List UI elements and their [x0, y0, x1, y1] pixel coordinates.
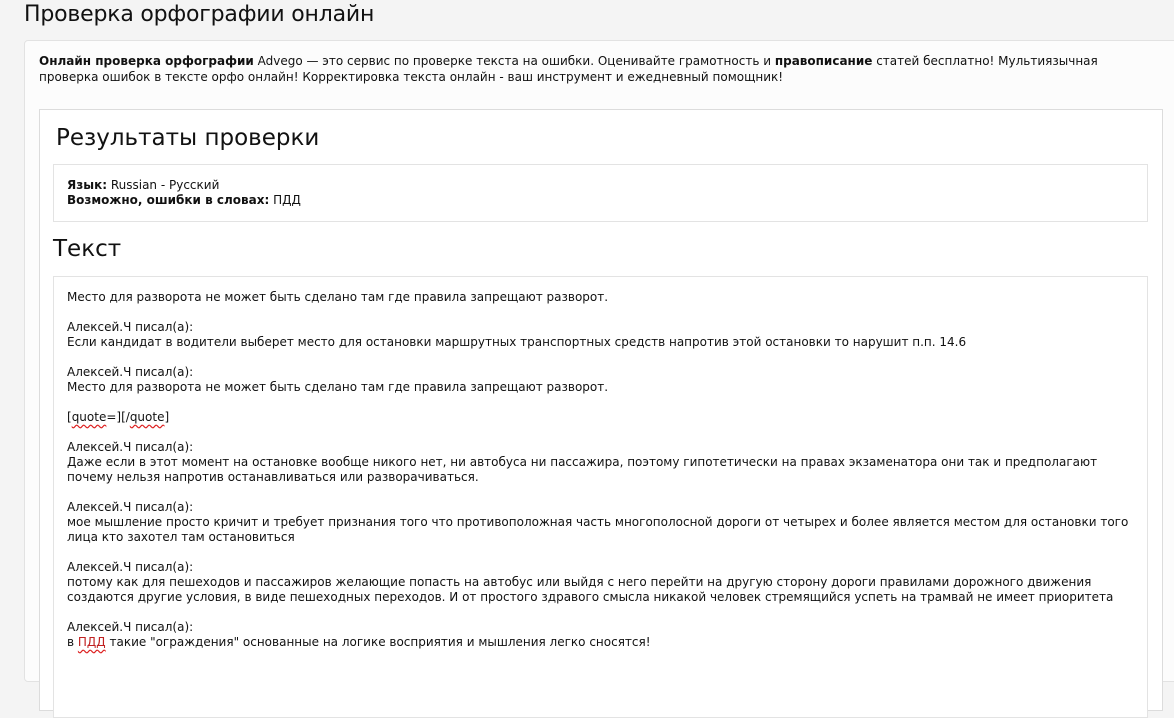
- intro-text-2: статей бесплатно! Мультиязычная проверка ошибок в тексте орфо онлайн! Корректировка текста онлайн - ваш инструмент и ежедневный помощник!: [39, 54, 1098, 84]
- quote-text-post: такие "ограждения" основанные на логике восприятия и мышления легко сносятся!: [105, 635, 651, 649]
- tag-middle: =][/: [106, 410, 130, 424]
- results-title: Результаты проверки: [56, 125, 320, 151]
- quote-text: Даже если в этот момент на остановке вообще никого нет, ни автобуса ни пассажира, поэтому гипотетически на правах экзаменатора они так и предполагают почему нельзя напротив останавливаться или разворачиваться.: [67, 455, 1098, 484]
- quote-block: [67, 440, 1137, 485]
- quote-author: Алексей.Ч писал(а):: [67, 440, 194, 454]
- results-box: [39, 109, 1163, 711]
- quote-author: Алексей.Ч писал(а):: [67, 320, 194, 334]
- quote-text-pre: в: [67, 635, 78, 649]
- checked-text-box: [53, 276, 1148, 718]
- quote-block: [67, 620, 1137, 650]
- intro-text-1: Advego — это сервис по проверке текста на ошибки. Оценивайте грамотность и: [253, 54, 775, 68]
- bracket-close: ]: [164, 410, 170, 424]
- page-title: Проверка орфографии онлайн: [24, 2, 375, 27]
- language-label: Язык:: [67, 178, 108, 192]
- language-line: [67, 178, 301, 193]
- quote-author: Алексей.Ч писал(а):: [67, 365, 194, 379]
- bracket-open: [: [67, 410, 72, 424]
- flagged-word[interactable]: quote: [129, 410, 165, 424]
- errors-label: Возможно, ошибки в словах:: [67, 193, 270, 207]
- quote-text: потому как для пешеходов и пассажиров желающие попасть на автобус или выйдя с него перейти на другую сторону дороги правилами дорожного движения создаются другие условия, в виде пешеходных переходов. И от простого здравого смысла никакой человек стремящийся успеть на трамвай не имеет приоритета: [67, 575, 1114, 604]
- quote-author: Алексей.Ч писал(а):: [67, 560, 194, 574]
- quote-text: мое мышление просто кричит и требует признания того что противоположная часть многополосной дороги от четырех и более является местом для остановки того лица кто захотел там остановиться: [67, 515, 1129, 544]
- errors-line: [67, 193, 301, 208]
- quote-block: [67, 320, 1137, 350]
- quote-author: Алексей.Ч писал(а):: [67, 500, 194, 514]
- checked-text: [67, 290, 1137, 665]
- quote-tag-line: [67, 410, 1137, 425]
- results-summary: [53, 164, 1148, 222]
- paragraph-text: Место для разворота не может быть сделано там где правила запрещают разворот.: [67, 290, 609, 304]
- intro-bold-service: Онлайн проверка орфографии: [39, 54, 254, 68]
- flagged-word[interactable]: quote: [71, 410, 107, 424]
- errors-value: ПДД: [269, 193, 301, 207]
- quote-text: Место для разворота не может быть сделано там где правила запрещают разворот.: [67, 380, 609, 394]
- quote-block: [67, 500, 1137, 545]
- main-panel: [24, 40, 1174, 682]
- language-value: Russian - Русский: [107, 178, 220, 192]
- text-section-title: Текст: [53, 236, 122, 262]
- intro-bold-spelling: правописание: [774, 54, 873, 68]
- quote-author: Алексей.Ч писал(а):: [67, 620, 194, 634]
- text-paragraph: [67, 290, 1137, 305]
- flagged-word-pdd[interactable]: ПДД: [77, 635, 106, 649]
- intro-text: [39, 53, 1159, 85]
- quote-block: [67, 560, 1137, 605]
- quote-block: [67, 365, 1137, 395]
- quote-text: Если кандидат в водители выберет место для остановки маршрутных транспортных средств напротив этой остановки то нарушит п.п. 14.6: [67, 335, 967, 349]
